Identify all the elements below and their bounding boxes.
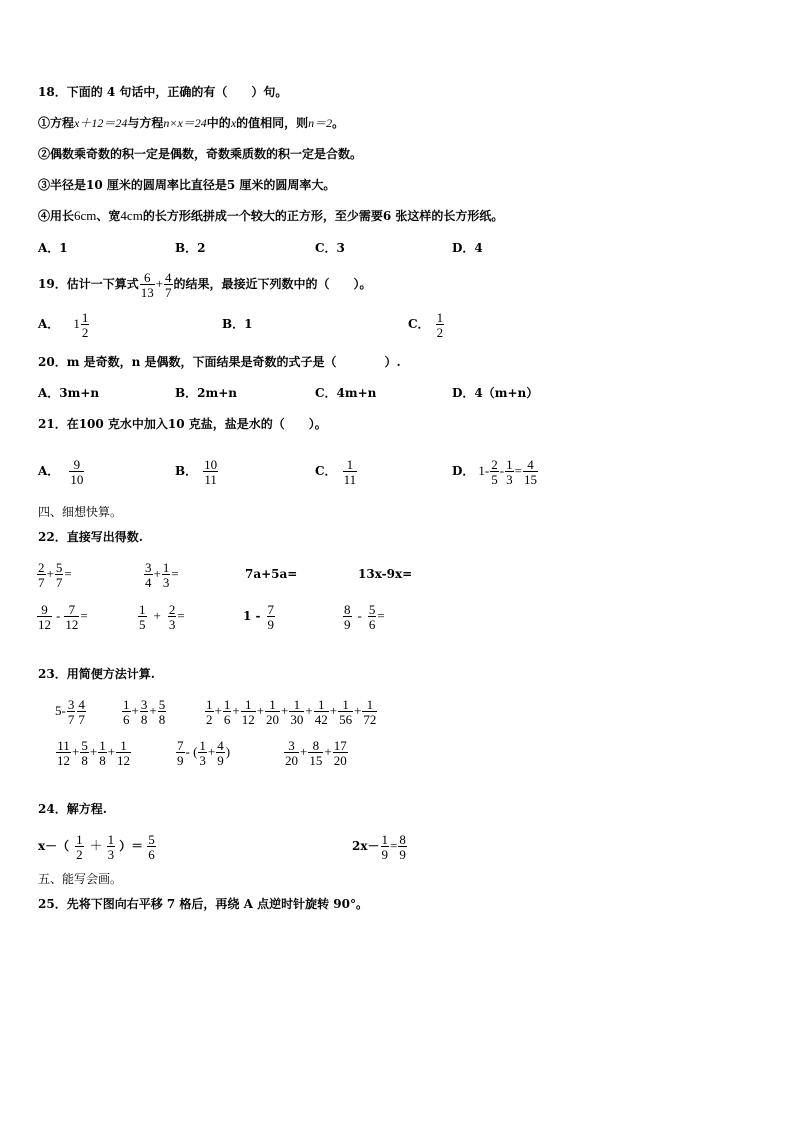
plus-sign: + [232, 703, 240, 718]
q23-expr-2: $\frac{1}{6}$ + $\frac{3}{8}$ + $\frac{5}{8}$ [123, 696, 166, 727]
q20-option-b: B．2m+n [175, 386, 237, 400]
q23-expr-4: $\frac{11}{12}$ + $\frac{5}{8}$ + $\frac{1}{8}$ + $\frac{1}{12}$ [57, 737, 131, 768]
plus-sign: + [214, 703, 222, 718]
plus-sign: + [281, 703, 289, 718]
q19-option-b: B．1 [222, 317, 253, 331]
q18-statement-3: ③半径是10 厘米的圆周率比直径是5 厘米的圆周率大。 [38, 178, 336, 192]
q18-option-b: B．2 [175, 241, 206, 255]
q23-expr-3-fraction: $\frac{1}{12}$ [241, 696, 255, 727]
q22-expr-7: 1 - $\frac{7}{9}$ [243, 601, 275, 632]
q23-expr-6: $\frac{3}{20}$ + $\frac{8}{15}$ + $\frac{17}{20}$ [285, 737, 347, 768]
q22-expr-1: $\frac{2}{7}$ + $\frac{5}{7}$ = [38, 559, 72, 590]
q21-option-d: D． 1- $\frac{2}{5}$ - $\frac{1}{3}$ = $\frac{4}{15}$ [452, 456, 537, 487]
q20-stem: 20．m 是奇数，n 是偶数，下面结果是奇数的式子是（ ）. [38, 355, 401, 369]
q22-expr-2: $\frac{3}{4}$ + $\frac{1}{3}$ = [145, 559, 179, 590]
q18-statement-4: ④用长6cm、宽4cm的长方形纸拼成一个较大的正方形，至少需要6 张这样的长方形纸。 [38, 208, 504, 223]
q18-option-c: C．3 [315, 241, 345, 255]
q25-stem: 25．先将下图向右平移 7 格后，再绕 A 点逆时针旋转 90°。 [38, 897, 368, 911]
q23-expr-3-fraction: $\frac{1}{42}$ [314, 696, 328, 727]
q22-stem: 22．直接写出得数. [38, 530, 143, 544]
q18-statement-2: ②偶数乘奇数的积一定是偶数，奇数乘质数的积一定是合数。 [38, 147, 363, 161]
q23-expr-5: $\frac{7}{9}$ - ( $\frac{1}{3}$ + $\frac{4}{9}$ ) [177, 737, 231, 768]
q20-option-d: D．4（m+n） [452, 386, 539, 400]
q21-option-c: C． $\frac{1}{11}$ [315, 456, 357, 487]
q23-expr-3-fraction: $\frac{1}{72}$ [363, 696, 377, 727]
plus-sign: + [256, 703, 265, 718]
q23-expr-3-fraction: $\frac{1}{56}$ [339, 696, 353, 727]
q19-option-a: A． 1 $\frac{1}{2}$ [38, 309, 89, 340]
q24-equation-1: x－（ $\frac{1}{2}$ ＋ $\frac{1}{3}$ ）＝ $\frac{5}{6}$ [38, 831, 155, 862]
section-5-heading: 五、能写会画。 [38, 872, 123, 886]
q18-option-d: D．4 [452, 241, 483, 255]
q21-option-b: B． $\frac{10}{11}$ [175, 456, 218, 487]
q20-option-c: C．4m+n [315, 386, 377, 400]
q22-expr-4: 13x-9x= [358, 567, 413, 581]
plus-sign: + [305, 703, 313, 718]
plus-sign: + [329, 703, 338, 718]
q19-fraction-2: $\frac{4}{7}$ [165, 269, 172, 300]
q18-statement-1: ①方程x＋12＝24与方程n×x＝24中的x的值相同，则n＝2。 [38, 116, 345, 130]
q19-fraction-1: $\frac{6}{13}$ [140, 269, 154, 300]
q23-stem: 23．用简便方法计算. [38, 667, 155, 681]
q22-expr-6: $\frac{1}{5}$ + $\frac{2}{3}$ = [139, 601, 185, 632]
q22-expr-3: 7a+5a= [245, 567, 298, 581]
q18-option-a: A．1 [38, 241, 68, 255]
q23-expr-1: 5- $\frac{3}{7}$ $\frac{4}{7}$ [55, 696, 85, 727]
q23-expr-3-fraction: $\frac{1}{6}$ [223, 696, 231, 727]
q19-option-c: C． $\frac{1}{2}$ [408, 309, 444, 340]
q18-stem: 18．下面的 4 句话中，正确的有（ ）句。 [38, 85, 288, 99]
section-4-heading: 四、细想快算。 [38, 505, 123, 519]
q23-expr-3 [204, 693, 378, 729]
q24-stem: 24．解方程. [38, 802, 107, 816]
plus-sign: + [354, 703, 362, 718]
q22-expr-5: $\frac{9}{12}$ - $\frac{7}{12}$ = [38, 601, 88, 632]
q19-stem: 19．估计一下算式 $\frac{6}{13}$ + $\frac{4}{7}$ 的结果，最接近下列数中的（ ）。 [38, 269, 372, 300]
q24-equation-2: 2x－ $\frac{1}{9}$ = $\frac{8}{9}$ [352, 831, 406, 862]
q20-option-a: A．3m+n [38, 386, 100, 400]
q22-expr-8: $\frac{8}{9}$ - $\frac{5}{6}$ = [344, 601, 385, 632]
q23-expr-3-fraction: $\frac{1}{2}$ [206, 696, 213, 727]
q21-option-a: A． $\frac{9}{10}$ [38, 456, 84, 487]
q21-stem: 21．在100 克水中加入10 克盐，盐是水的（ ）。 [38, 417, 327, 431]
q23-expr-3-fraction: $\frac{1}{20}$ [266, 696, 280, 727]
q23-expr-3-fraction: $\frac{1}{30}$ [290, 696, 304, 727]
